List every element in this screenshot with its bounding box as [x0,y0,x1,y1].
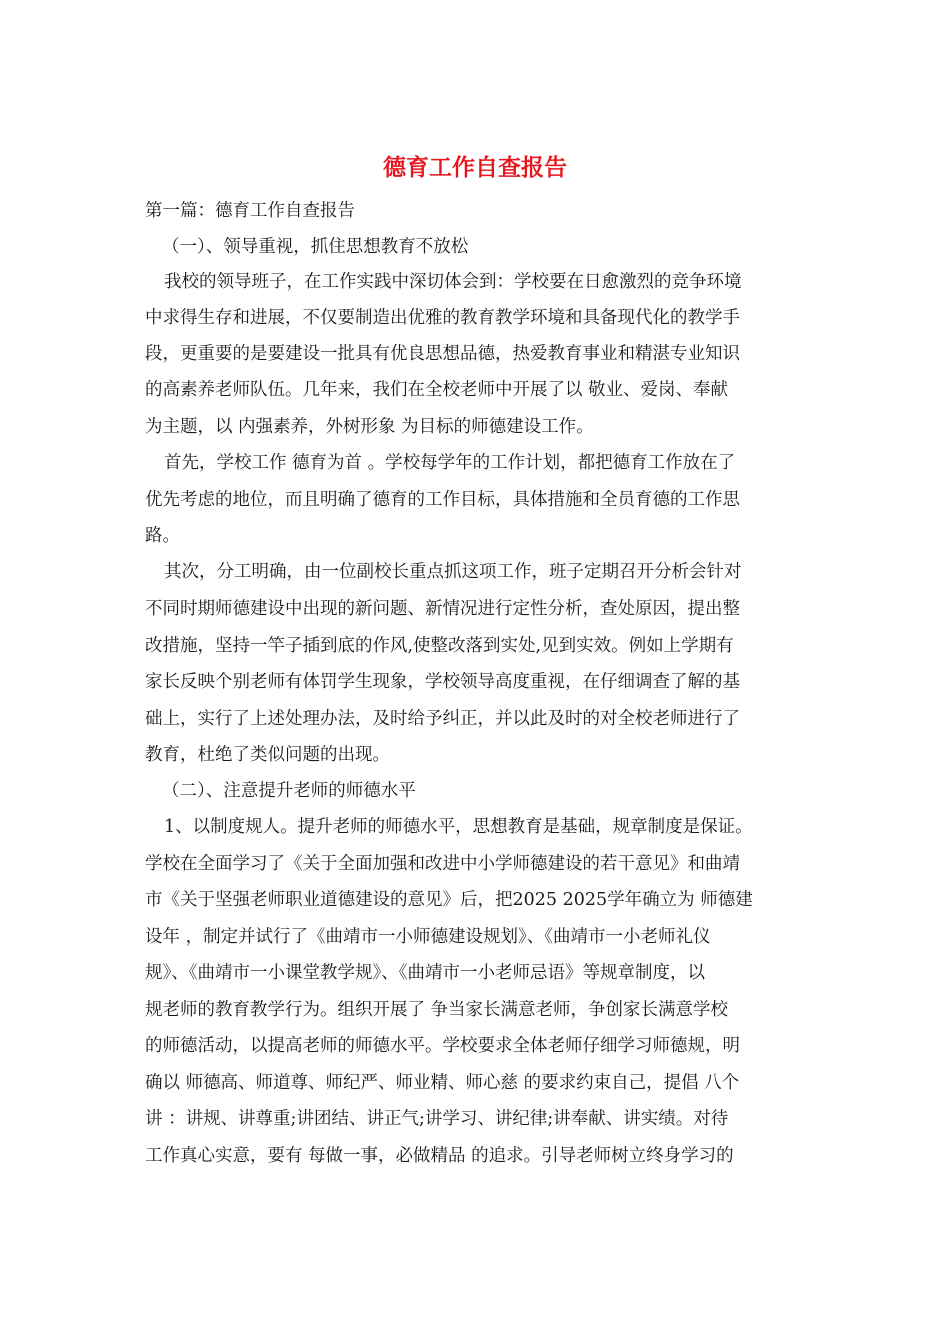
paragraph-line: 规老师的教育教学行为。组织开展了 争当家长满意老师，争创家长满意学校 [145,1000,729,1020]
paragraph-line: 其次，分工明确，由一位副校长重点抓这项工作，班子定期召开分析会针对 [164,562,742,582]
subsection-heading: （一）、领导重视，抓住思想教育不放松 [162,237,469,257]
paragraph-line: 的高素养老师队伍。几年来，我们在全校老师中开展了以 敬业、爱岗、奉献 [145,380,729,400]
paragraph-line: 工作真心实意，要有 每做一事，必做精品 的追求。引导老师树立终身学习的 [145,1146,734,1166]
paragraph-line: 为主题，以 内强素养，外树形象 为目标的师德建设工作。 [145,417,594,437]
paragraph-line: 首先，学校工作 德育为首 。学校每学年的工作计划，都把德育工作放在了 [164,453,736,473]
paragraph-line: 优先考虑的地位，而且明确了德育的工作目标，具体措施和全员育德的工作思 [145,490,740,510]
paragraph-line: 段，更重要的是要建设一批具有优良思想品德，热爱教育事业和精湛专业知识 [145,344,740,364]
paragraph-line: 改措施，坚持一竿子插到底的作风,使整改落到实处,见到实效。例如上学期有 [145,636,734,656]
paragraph-line: 不同时期师德建设中出现的新问题、新情况进行定性分析，查处原因，提出整 [145,599,740,619]
paragraph-line: 市《关于坚强老师职业道德建设的意见》后，把2025 2025学年确立为 师德建 [145,890,753,910]
paragraph-line: 设年 ，制定并试行了《曲靖市一小师德建设规划》、《曲靖市一小老师礼仪 [145,927,711,947]
paragraph-line: 确以 师德高、师道尊、师纪严、师业精、师心慈 的要求约束自己，提倡 八个 [145,1073,740,1093]
section-heading: 第一篇：德育工作自查报告 [145,201,355,221]
paragraph-line: 础上，实行了上述处理办法，及时给予纠正，并以此及时的对全校老师进行了 [145,709,740,729]
paragraph-line: 我校的领导班子，在工作实践中深切体会到：学校要在日愈激烈的竞争环境 [164,272,742,292]
paragraph-line: 讲 ：讲规、讲尊重;讲团结、讲正气;讲学习、讲纪律;讲奉献、讲实绩。对待 [145,1109,729,1129]
paragraph-line: 规》、《曲靖市一小课堂教学规》、《曲靖市一小老师忌语》等规章制度，以 [145,963,705,983]
paragraph-line: 中求得生存和进展，不仅要制造出优雅的教育教学环境和具备现代化的教学手 [145,308,740,328]
paragraph-line: 学校在全面学习了《关于全面加强和改进中小学师德建设的若干意见》和曲靖 [145,854,740,874]
paragraph-line: 家长反映个别老师有体罚学生现象，学校领导高度重视，在仔细调查了解的基 [145,672,740,692]
paragraph-line: 的师德活动，以提高老师的师德水平。学校要求全体老师仔细学习师德规，明 [145,1036,740,1056]
paragraph-line: 1、以制度规人。提升老师的师德水平，思想教育是基础，规章制度是保证。 [164,817,753,837]
paragraph-line: 教育，杜绝了类似问题的出现。 [145,745,390,765]
subsection-heading: （二）、注意提升老师的师德水平 [162,781,416,801]
document-title: 德育工作自查报告 [383,154,567,181]
paragraph-line: 路。 [145,526,180,546]
